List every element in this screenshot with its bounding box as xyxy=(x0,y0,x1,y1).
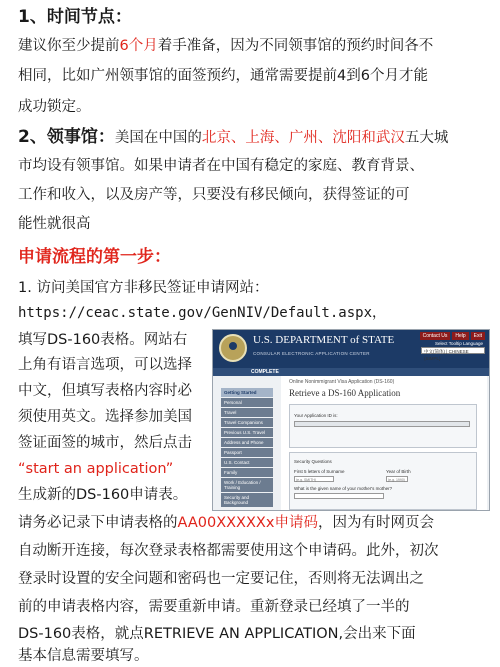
security-label: Security Questions xyxy=(294,459,332,464)
wrap-line-5: 签证面签的城市，然后点击 xyxy=(18,435,192,451)
text: 五大城 xyxy=(404,130,449,146)
wrap-line-2: 上角有语言选项，可以选择 xyxy=(18,357,192,373)
text: 建议你至少提前 xyxy=(18,38,120,54)
state-seal-icon xyxy=(219,334,247,362)
app-id-field[interactable] xyxy=(294,421,470,427)
section2-line4: 能性就很高 xyxy=(18,216,91,232)
security-box xyxy=(289,452,477,510)
section2-line3: 工作和收入，以及房产等，只要没有移民倾向，获得签证的可 xyxy=(18,187,410,203)
sidebar-item-us-contact[interactable]: U.S. Contact xyxy=(221,458,273,468)
text: 请务必记录下申请表格的 xyxy=(18,515,178,531)
section1-line1 xyxy=(18,36,433,56)
contact-us-link[interactable]: Contact Us xyxy=(420,332,451,340)
wrap-line-4: 须使用英文。选择参加美国 xyxy=(18,409,192,425)
mother-answer-input[interactable] xyxy=(294,493,384,499)
sidebar-item-family[interactable]: Family xyxy=(221,468,273,478)
para-line-6: 基本信息需要填写。 xyxy=(18,648,149,664)
wrap-line-1: 填写DS-160表格。网站右 xyxy=(18,332,188,348)
para-line-4: 前的申请表格内容，需要重新申请。重新登录已经填了一半的 xyxy=(18,599,410,615)
mother-question-label: What is the given name of your mother's mother? xyxy=(294,486,393,491)
section1-line2: 相同，比如广州领事馆的面签预约，通常需要提前4到6个月才能 xyxy=(18,68,428,84)
help-link[interactable]: Help xyxy=(452,332,468,340)
section1-line3: 成功锁定。 xyxy=(18,99,91,115)
ceac-url-link[interactable]: https://ceac.state.gov/GenNIV/Default.aspx， xyxy=(18,305,387,321)
sidebar-item-previous-travel[interactable]: Previous U.S. Travel xyxy=(221,428,273,438)
dept-subtitle: CONSULAR ELECTRONIC APPLICATION CENTER xyxy=(253,351,370,356)
complete-label: COMPLETE xyxy=(251,369,279,375)
highlight-6-months: 6个月 xyxy=(119,38,158,54)
app-code-line xyxy=(18,513,434,533)
section2-heading: 2、领事馆： xyxy=(18,127,115,147)
sidebar-item-travel[interactable]: Travel xyxy=(221,408,273,418)
para-line-5: DS-160表格，就点RETRIEVE AN APPLICATION,会出来下面 xyxy=(18,626,416,642)
section1-heading: 1、时间节点： xyxy=(18,7,132,27)
text: 美国在中国的 xyxy=(114,130,202,146)
dept-title: U.S. DEPARTMENT of STATE xyxy=(253,334,395,346)
sidebar xyxy=(221,388,273,508)
after-quote-text: 生成新的DS-160申请表。 xyxy=(18,487,188,503)
surname-input[interactable]: (e.g. SMITH) xyxy=(294,476,334,482)
app-id-box xyxy=(289,404,477,448)
sidebar-item-personal[interactable]: Personal xyxy=(221,398,273,408)
language-label: Select Tooltip Language xyxy=(435,341,483,346)
application-code-highlight: AA00XXXXXx申请码 xyxy=(177,515,318,531)
language-select[interactable]: 中文(简体) | CHINESE (SIMPL) xyxy=(421,347,485,354)
sidebar-item-work-education[interactable]: Work / Education / Training xyxy=(221,478,273,493)
sidebar-item-security[interactable]: Security and Background xyxy=(221,493,273,508)
para-line-2: 自动断开连接，每次登录表格都需要使用这个申请码。此外，初次 xyxy=(18,543,439,559)
sidebar-item-getting-started[interactable]: Getting Started xyxy=(221,388,273,398)
section3-heading: 申请流程的第一步： xyxy=(18,247,171,267)
step1-text: 1. 访问美国官方非移民签证申请网站： xyxy=(18,280,269,296)
online-app-label: Online Nonimmigrant Visa Application (DS-160) xyxy=(289,379,395,385)
highlight-cities: 北京、上海、广州、沈阳和武汉 xyxy=(201,130,405,146)
main-panel xyxy=(281,376,487,510)
wrap-line-3: 中文，但填写表格内容时必 xyxy=(18,383,192,399)
text: ，因为有时网页会 xyxy=(317,515,434,531)
sidebar-item-address[interactable]: Address and Phone xyxy=(221,438,273,448)
exit-link[interactable]: Exit xyxy=(471,332,485,340)
retrieve-title: Retrieve a DS-160 Application xyxy=(289,388,401,398)
section2-line2: 市均设有领事馆。如果申请者在中国有稳定的家庭、教育背景、 xyxy=(18,158,424,174)
para-line-3: 登录时设置的安全问题和密码也一定要记住，否则将无法调出之 xyxy=(18,571,424,587)
surname-label: First 5 letters of Surname xyxy=(294,469,345,474)
sidebar-item-travel-companions[interactable]: Travel Companions xyxy=(221,418,273,428)
sidebar-item-passport[interactable]: Passport xyxy=(221,448,273,458)
app-id-label: Your Application ID is: xyxy=(294,413,338,418)
year-input[interactable]: (e.g. 1990) xyxy=(386,476,408,482)
start-application-quote: “start an application” xyxy=(18,461,174,477)
section2-line1 xyxy=(18,127,448,148)
year-label: Year of Birth xyxy=(386,469,411,474)
ds160-screenshot xyxy=(212,329,490,511)
text: 着手准备，因为不同领事馆的预约时间各不 xyxy=(157,38,434,54)
top-links xyxy=(420,332,485,340)
